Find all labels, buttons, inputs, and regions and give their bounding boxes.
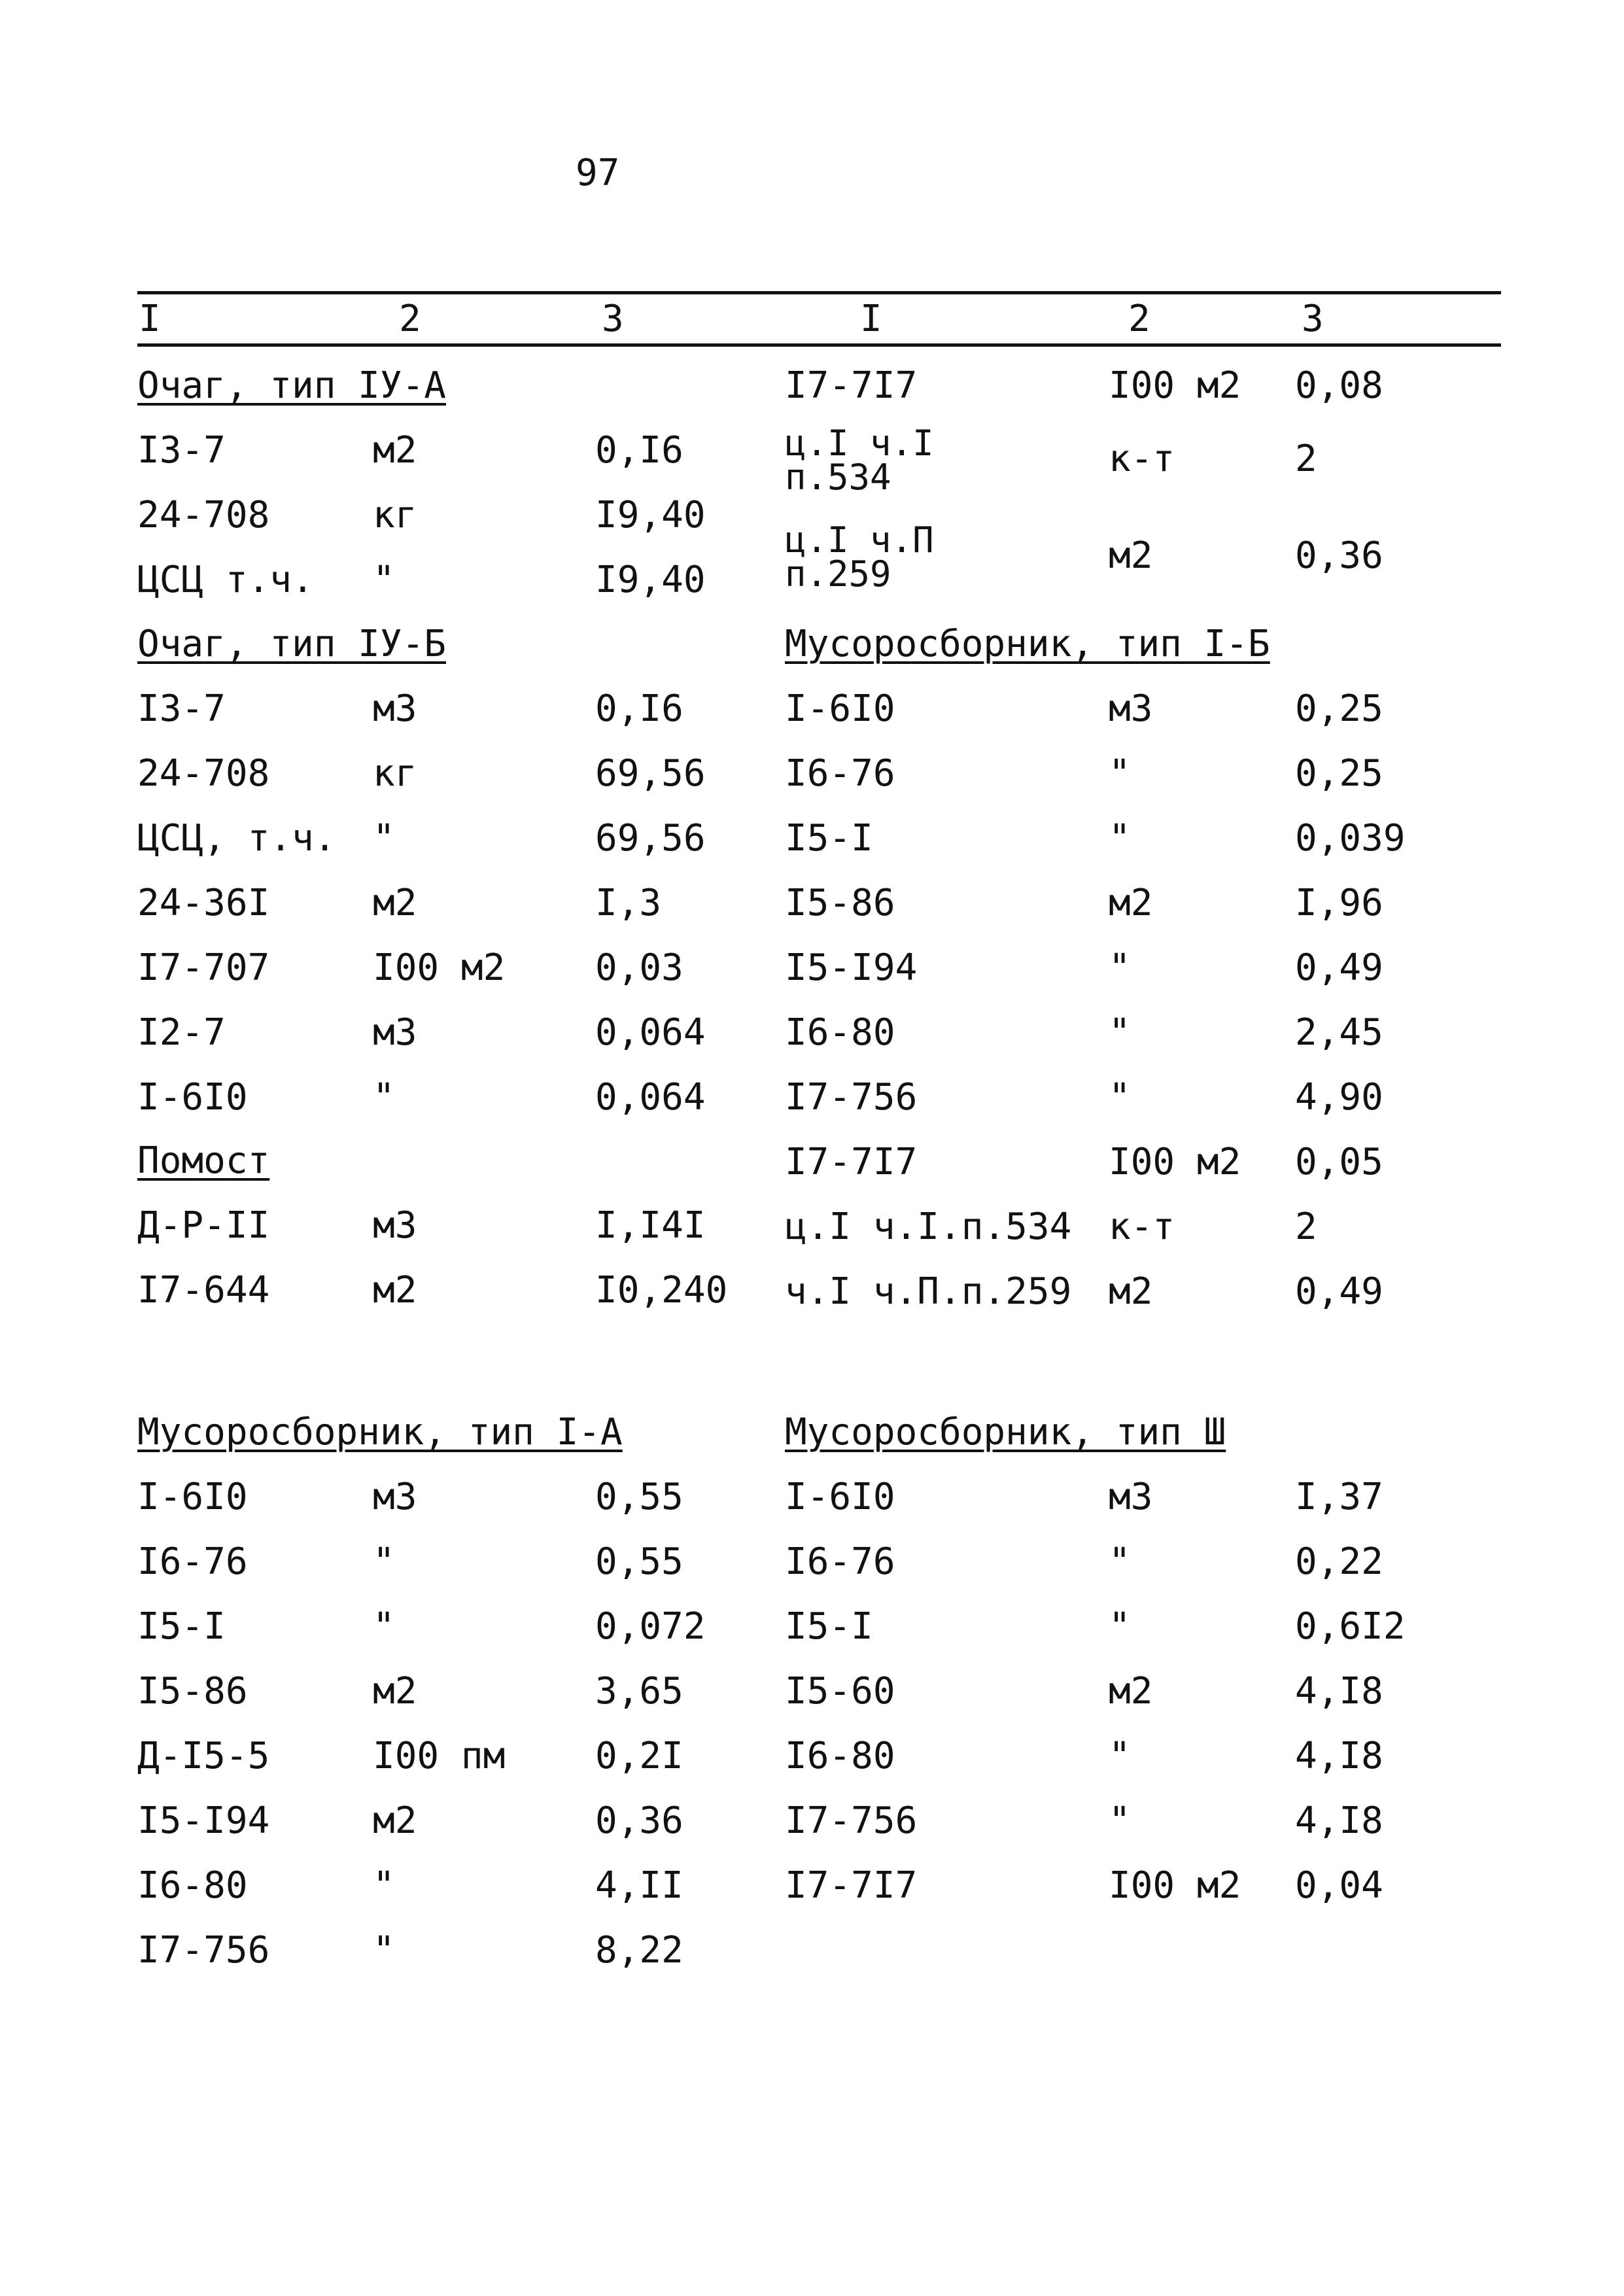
- cell-value: 0,05: [1295, 1141, 1383, 1183]
- cell-unit: ": [373, 817, 395, 860]
- cell-unit: м2: [1109, 1270, 1153, 1313]
- cell-unit: I00 пм: [373, 1735, 506, 1777]
- cell-value: 0,22: [1295, 1540, 1383, 1583]
- cell-value: 0,064: [595, 1011, 706, 1054]
- cell-code: I2-7: [137, 1011, 226, 1054]
- cell-code: I3-7: [137, 429, 226, 472]
- cell-value: I,I4I: [595, 1204, 706, 1247]
- cell-code: I5-86: [785, 882, 895, 924]
- cell-value: 0,2I: [595, 1735, 683, 1777]
- section-heading: Мусоросборник, тип Ш: [785, 1411, 1226, 1453]
- cell-unit: ": [1109, 1800, 1131, 1842]
- cell-value: 0,039: [1295, 817, 1406, 860]
- cell-unit: м3: [373, 1204, 417, 1247]
- cell-unit: ": [1109, 817, 1131, 860]
- cell-value: I,96: [1295, 882, 1383, 924]
- cell-unit: ": [1109, 1011, 1131, 1054]
- cell-unit: ": [373, 559, 395, 601]
- cell-value: 0,25: [1295, 752, 1383, 795]
- cell-code: ЦСЦ, т.ч.: [137, 817, 336, 860]
- cell-value: 4,I8: [1295, 1670, 1383, 1713]
- cell-code: I6-80: [785, 1735, 895, 1777]
- cell-value: 0,55: [595, 1476, 683, 1518]
- column-header-5: 2: [1128, 298, 1150, 340]
- cell-code: ЦСЦ т.ч.: [137, 559, 314, 601]
- cell-code: I7-756: [137, 1929, 270, 1972]
- cell-code: I5-I: [137, 1605, 226, 1648]
- column-header-2: 2: [399, 298, 421, 340]
- cell-code: I-6I0: [785, 687, 895, 730]
- cell-value: 4,I8: [1295, 1800, 1383, 1842]
- cell-value: 0,55: [595, 1540, 683, 1583]
- cell-code: I5-60: [785, 1670, 895, 1713]
- cell-code: I6-80: [137, 1864, 248, 1907]
- column-header-1: I: [139, 298, 161, 340]
- cell-code: Д-Р-II: [137, 1204, 270, 1247]
- cell-code: I-6I0: [785, 1476, 895, 1518]
- cell-code: I7-7I7: [785, 1864, 918, 1907]
- page-number: 97: [576, 152, 620, 194]
- cell-unit: м2: [373, 1800, 417, 1842]
- section-heading: Помост: [137, 1139, 270, 1182]
- table-header-rule: [137, 343, 1501, 347]
- table-top-rule: [137, 291, 1501, 294]
- cell-code: I7-756: [785, 1076, 918, 1119]
- cell-value: 0,25: [1295, 687, 1383, 730]
- cell-unit: I00 м2: [1109, 1864, 1241, 1907]
- cell-unit: к-т: [1109, 1206, 1175, 1248]
- cell-unit: ": [373, 1864, 395, 1907]
- cell-code: ц.I ч.I.п.534: [785, 1206, 1072, 1248]
- cell-value: 4,I8: [1295, 1735, 1383, 1777]
- cell-unit: м2: [1109, 882, 1153, 924]
- cell-unit: ": [1109, 947, 1131, 989]
- cell-value: 0,03: [595, 947, 683, 989]
- cell-code: I5-I94: [785, 947, 918, 989]
- cell-value: I0,240: [595, 1269, 728, 1312]
- cell-code: I7-7I7: [785, 1141, 918, 1183]
- column-header-4: I: [860, 298, 882, 340]
- cell-value: I9,40: [595, 559, 706, 601]
- cell-value: 2,45: [1295, 1011, 1383, 1054]
- cell-value: 0,064: [595, 1076, 706, 1119]
- section-heading: Мусоросборник, тип I-А: [137, 1411, 623, 1453]
- cell-value: 0,6I2: [1295, 1605, 1406, 1648]
- cell-unit: ": [373, 1540, 395, 1583]
- cell-code: 24-708: [137, 494, 270, 536]
- cell-value: I9,40: [595, 494, 706, 536]
- cell-unit: м2: [373, 429, 417, 472]
- cell-unit: м2: [373, 1269, 417, 1312]
- cell-unit: м3: [373, 1476, 417, 1518]
- cell-value: 3,65: [595, 1670, 683, 1713]
- cell-unit: I00 м2: [373, 947, 506, 989]
- cell-unit: м2: [1109, 1670, 1153, 1713]
- cell-unit: м3: [373, 687, 417, 730]
- cell-code: I-6I0: [137, 1476, 248, 1518]
- cell-value: 0,49: [1295, 947, 1383, 989]
- cell-code: I7-7I7: [785, 364, 918, 407]
- cell-unit: I00 м2: [1109, 1141, 1241, 1183]
- cell-unit: кг: [373, 752, 417, 795]
- cell-value: 0,36: [1295, 534, 1383, 577]
- cell-unit: ": [1109, 1605, 1131, 1648]
- section-heading: Мусоросборник, тип I-Б: [785, 623, 1270, 665]
- cell-unit: ": [1109, 1540, 1131, 1583]
- cell-code: I3-7: [137, 687, 226, 730]
- cell-unit: I00 м2: [1109, 364, 1241, 407]
- cell-unit: ": [1109, 1076, 1131, 1119]
- cell-unit: м2: [373, 1670, 417, 1713]
- cell-code: I7-756: [785, 1800, 918, 1842]
- cell-value: 0,I6: [595, 429, 683, 472]
- cell-code: I6-80: [785, 1011, 895, 1054]
- cell-unit: м2: [1109, 534, 1153, 577]
- cell-value: 8,22: [595, 1929, 683, 1972]
- cell-code: I5-I94: [137, 1800, 270, 1842]
- cell-code: I5-I: [785, 1605, 873, 1648]
- cell-value: 69,56: [595, 817, 706, 860]
- cell-code: I5-86: [137, 1670, 248, 1713]
- cell-unit: ": [1109, 752, 1131, 795]
- column-header-3: 3: [602, 298, 624, 340]
- cell-unit: м3: [373, 1011, 417, 1054]
- cell-code: 24-36I: [137, 882, 270, 924]
- cell-code: I-6I0: [137, 1076, 248, 1119]
- cell-value: 0,08: [1295, 364, 1383, 407]
- cell-value: 0,49: [1295, 1270, 1383, 1313]
- cell-code: I7-644: [137, 1269, 270, 1312]
- cell-value: 0,36: [595, 1800, 683, 1842]
- cell-unit: м3: [1109, 687, 1153, 730]
- cell-unit: к-т: [1109, 438, 1175, 480]
- cell-code: ц.I ч.П п.259: [785, 519, 934, 595]
- cell-value: 0,072: [595, 1605, 706, 1648]
- cell-value: 2: [1295, 438, 1317, 480]
- cell-code: I6-76: [137, 1540, 248, 1583]
- cell-code: I7-707: [137, 947, 270, 989]
- cell-unit: ": [373, 1076, 395, 1119]
- cell-code: ц.I ч.I п.534: [785, 423, 934, 498]
- section-heading: Очаг, тип IУ-Б: [137, 623, 447, 665]
- cell-unit: кг: [373, 494, 417, 536]
- section-heading: Очаг, тип IУ-А: [137, 364, 447, 407]
- cell-code: I5-I: [785, 817, 873, 860]
- cell-code: I6-76: [785, 1540, 895, 1583]
- cell-unit: м2: [373, 882, 417, 924]
- cell-code: ч.I ч.П.п.259: [785, 1270, 1072, 1313]
- cell-value: 0,04: [1295, 1864, 1383, 1907]
- cell-unit: ": [1109, 1735, 1131, 1777]
- cell-unit: ": [373, 1605, 395, 1648]
- cell-code: I6-76: [785, 752, 895, 795]
- cell-unit: ": [373, 1929, 395, 1972]
- cell-value: 4,90: [1295, 1076, 1383, 1119]
- cell-unit: м3: [1109, 1476, 1153, 1518]
- cell-value: I,37: [1295, 1476, 1383, 1518]
- cell-code: Д-I5-5: [137, 1735, 270, 1777]
- cell-value: 4,II: [595, 1864, 683, 1907]
- cell-value: 69,56: [595, 752, 706, 795]
- cell-value: I,3: [595, 882, 662, 924]
- cell-value: 2: [1295, 1206, 1317, 1248]
- cell-code: 24-708: [137, 752, 270, 795]
- column-header-6: 3: [1302, 298, 1324, 340]
- cell-value: 0,I6: [595, 687, 683, 730]
